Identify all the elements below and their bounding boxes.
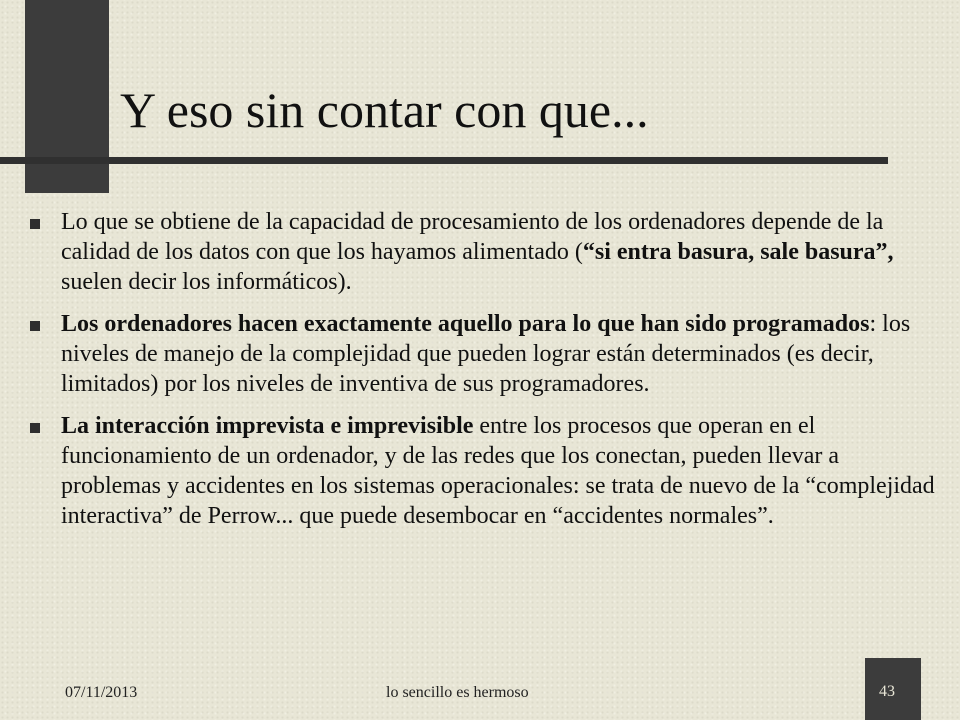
bullet-item xyxy=(24,309,944,399)
square-bullet-icon xyxy=(30,321,40,331)
bullet-segment-bold: La interacción imprevista e imprevisible xyxy=(61,413,474,439)
bullet-segment-bold: Los ordenadores hacen exactamente aquello para lo que han sido programados xyxy=(61,311,870,337)
bullet-segment: Lo que se obtiene de la capacidad de procesamiento de los ordenadores depende de la calidad de los datos con que los hayamos alimentado ( xyxy=(61,209,884,265)
decorative-vertical-bar xyxy=(25,0,109,193)
bullet-segment: : los niveles de manejo de la complejidad que pueden lograr están determinados (es decir, limitados) por los niveles de inventiva de sus programadores. xyxy=(61,311,911,397)
page-number: 43 xyxy=(865,658,921,720)
bullet-segment: entre los procesos que operan en el funcionamiento de un ordenador, y de las redes que los conectan, pueden llevar a problemas y accidentes en los sistemas operacionales: se trata de nuevo de la “complejidad interactiva” de Perrow... que puede desembocar en “accidentes normales”. xyxy=(61,413,935,529)
footer-title: lo sencillo es hermoso xyxy=(386,684,529,701)
square-bullet-icon xyxy=(30,219,40,229)
title-underline xyxy=(0,157,888,164)
slide-title: Y eso sin contar con que... xyxy=(120,82,649,138)
bullet-text xyxy=(61,207,944,297)
footer-date: 07/11/2013 xyxy=(65,684,138,701)
bullet-item xyxy=(24,411,944,531)
bullet-list xyxy=(24,207,944,543)
bullet-segment-bold: “si entra basura, sale basura”, xyxy=(582,239,894,265)
square-bullet-icon xyxy=(30,423,40,433)
bullet-item xyxy=(24,207,944,297)
bullet-text xyxy=(61,411,944,531)
bullet-segment: suelen decir los informáticos). xyxy=(61,269,352,295)
bullet-text xyxy=(61,309,944,399)
